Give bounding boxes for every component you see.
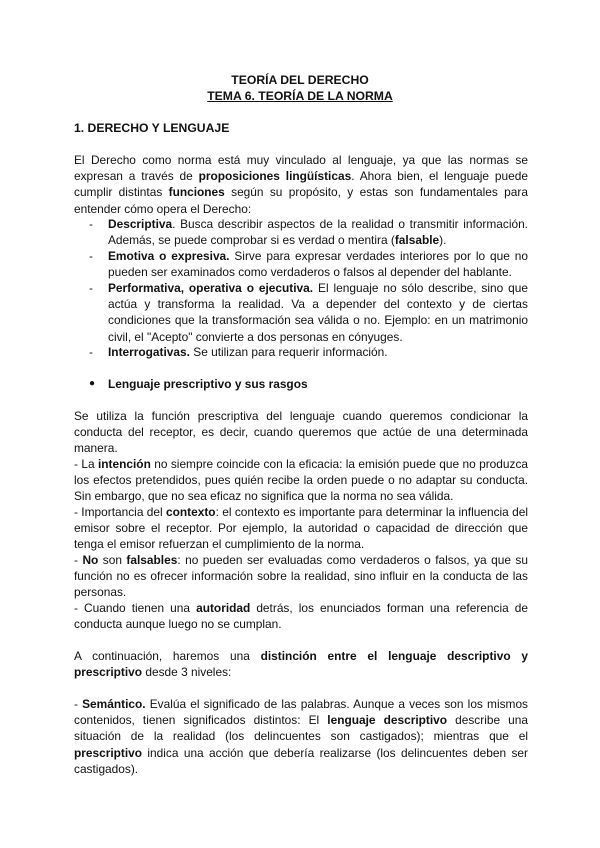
distinction-paragraph [74,648,528,680]
list-item-term: Descriptiva [108,217,173,231]
section-heading-derecho-lenguaje: 1. DERECHO Y LENGUAJE [74,121,230,135]
trait-prefix: - La [74,457,98,471]
list-marker: - [89,281,93,295]
trait-intencion [74,456,528,505]
trait-term: intención [97,457,151,471]
trait-text: no siempre coincide con la eficacia: la emisión puede que no produzca los efectos pretendidos, pues quién recibe la orden puede o no adaptar su conducta. Sin embargo, que no sea eficaz no significa que la norma no sea válida. [74,457,529,504]
list-item-term: Interrogativas. [108,345,190,359]
trait-prefix: - Importancia del [74,505,167,519]
trait-term: autoridad [196,601,251,615]
document-title: TEORÍA DEL DERECHO [231,73,369,87]
semantic-text-b: describe una situación de la realidad (los delincuentes son castigados); mientras que el [74,713,529,744]
trait-contexto [74,504,528,553]
bullet-icon: ● [89,378,96,389]
list-item-emotiva [108,248,528,280]
semantic-text-c: indica una acción que debería realizarse (los delincuentes deben ser castigados). [74,745,528,776]
subheading-lenguaje-prescriptivo: Lenguaje prescriptivo y sus rasgos [108,377,308,391]
prescriptive-intro-paragraph: Se utiliza la función prescriptiva del lenguaje cuando queremos condicionar la conducta del receptor, es decir, cuando queremos que actúe de una determinada manera. [74,409,528,456]
semantic-level-paragraph [74,696,528,777]
distinction-prefix: A continuación, haremos una [74,649,261,663]
trait-text: : el contexto es importante para determinar la influencia del emisor sobre el receptor. Por ejemplo, la autoridad o capacidad de dirección que tenga el emisor refuerzan el cumplimiento de la norma. [74,505,528,552]
list-marker: - [89,345,93,359]
semantic-prefix: - [74,697,83,711]
list-item-term-falsable: falsable [394,233,440,248]
semantic-term-descriptivo: lenguaje descriptivo [327,713,448,728]
list-item-term: Performativa, operativa o ejecutiva. [108,281,314,295]
trait-term-no: No [82,553,99,567]
trait-term-falsables: falsables [126,553,178,567]
trait-text: detrás, los enunciados forman una referencia de conducta aunque luego no se cumplan. [74,601,528,632]
intro-text-b: . Ahora bien, el lenguaje puede cumplir distintas [74,169,528,200]
trait-prefix: - [74,553,83,567]
list-marker: - [89,249,93,263]
list-item-text-end: ). [439,233,447,248]
list-marker: - [89,217,93,231]
semantic-term-prescriptivo: prescriptivo [74,745,143,760]
trait-falsables [74,552,528,601]
intro-bold-proposiciones: proposiciones lingüísticas [198,169,352,184]
distinction-suffix: desde 3 niveles: [142,665,232,680]
intro-paragraph [74,152,528,217]
semantic-term: Semántico. [82,697,146,711]
list-item-text: Sirve para expresar verdades interiores por lo que no pueden ser examinados como verdaderos o falsos al depender del hablante. [108,249,528,280]
list-item-text: Se utilizan para requerir información. [189,345,388,359]
trait-prefix: - Cuando tienen una [74,601,197,615]
trait-term: contexto [166,505,216,519]
trait-mid: son [98,553,127,567]
trait-autoridad [74,600,528,632]
list-item-descriptiva [108,216,528,248]
semantic-text-a: Evalúa el significado de las palabras. Aunque a veces son los mismos contenidos, tienen significados distintos: El [74,697,528,728]
list-item-interrogativas [108,344,528,360]
intro-bold-funciones: funciones [168,185,225,200]
intro-text-a: El Derecho como norma está muy vinculado al lenguaje, ya que las normas se expresan a través de [74,153,528,184]
list-item-text: . Busca describir aspectos de la realidad o transmitir información. Además, se puede comprobar si es verdad o mentira ( [108,217,528,248]
distinction-bold: distinción entre el lenguaje descriptivo y prescriptivo [74,649,528,680]
list-item-text: El lenguaje no sólo describe, sino que actúa y transforma la realidad. Va a depender del contexto y de ciertas condiciones que la transformación sea válida o no. Ejemplo: en un matrimonio civil, el "Acepto" convierte a dos personas en cónyuges. [108,281,528,344]
list-item-performativa [108,280,528,345]
trait-text: : no pueden ser evaluadas como verdaderos o falsos, ya que su función no es ofrecer información sobre la realidad, sino influir en la conducta de las personas. [74,553,528,600]
list-item-term: Emotiva o expresiva. [108,249,230,263]
document-subtitle: TEMA 6. TEORÍA DE LA NORMA [207,89,393,103]
intro-text-c: según su propósito, y estas son fundamentales para entender cómo opera el Derecho: [74,185,528,216]
